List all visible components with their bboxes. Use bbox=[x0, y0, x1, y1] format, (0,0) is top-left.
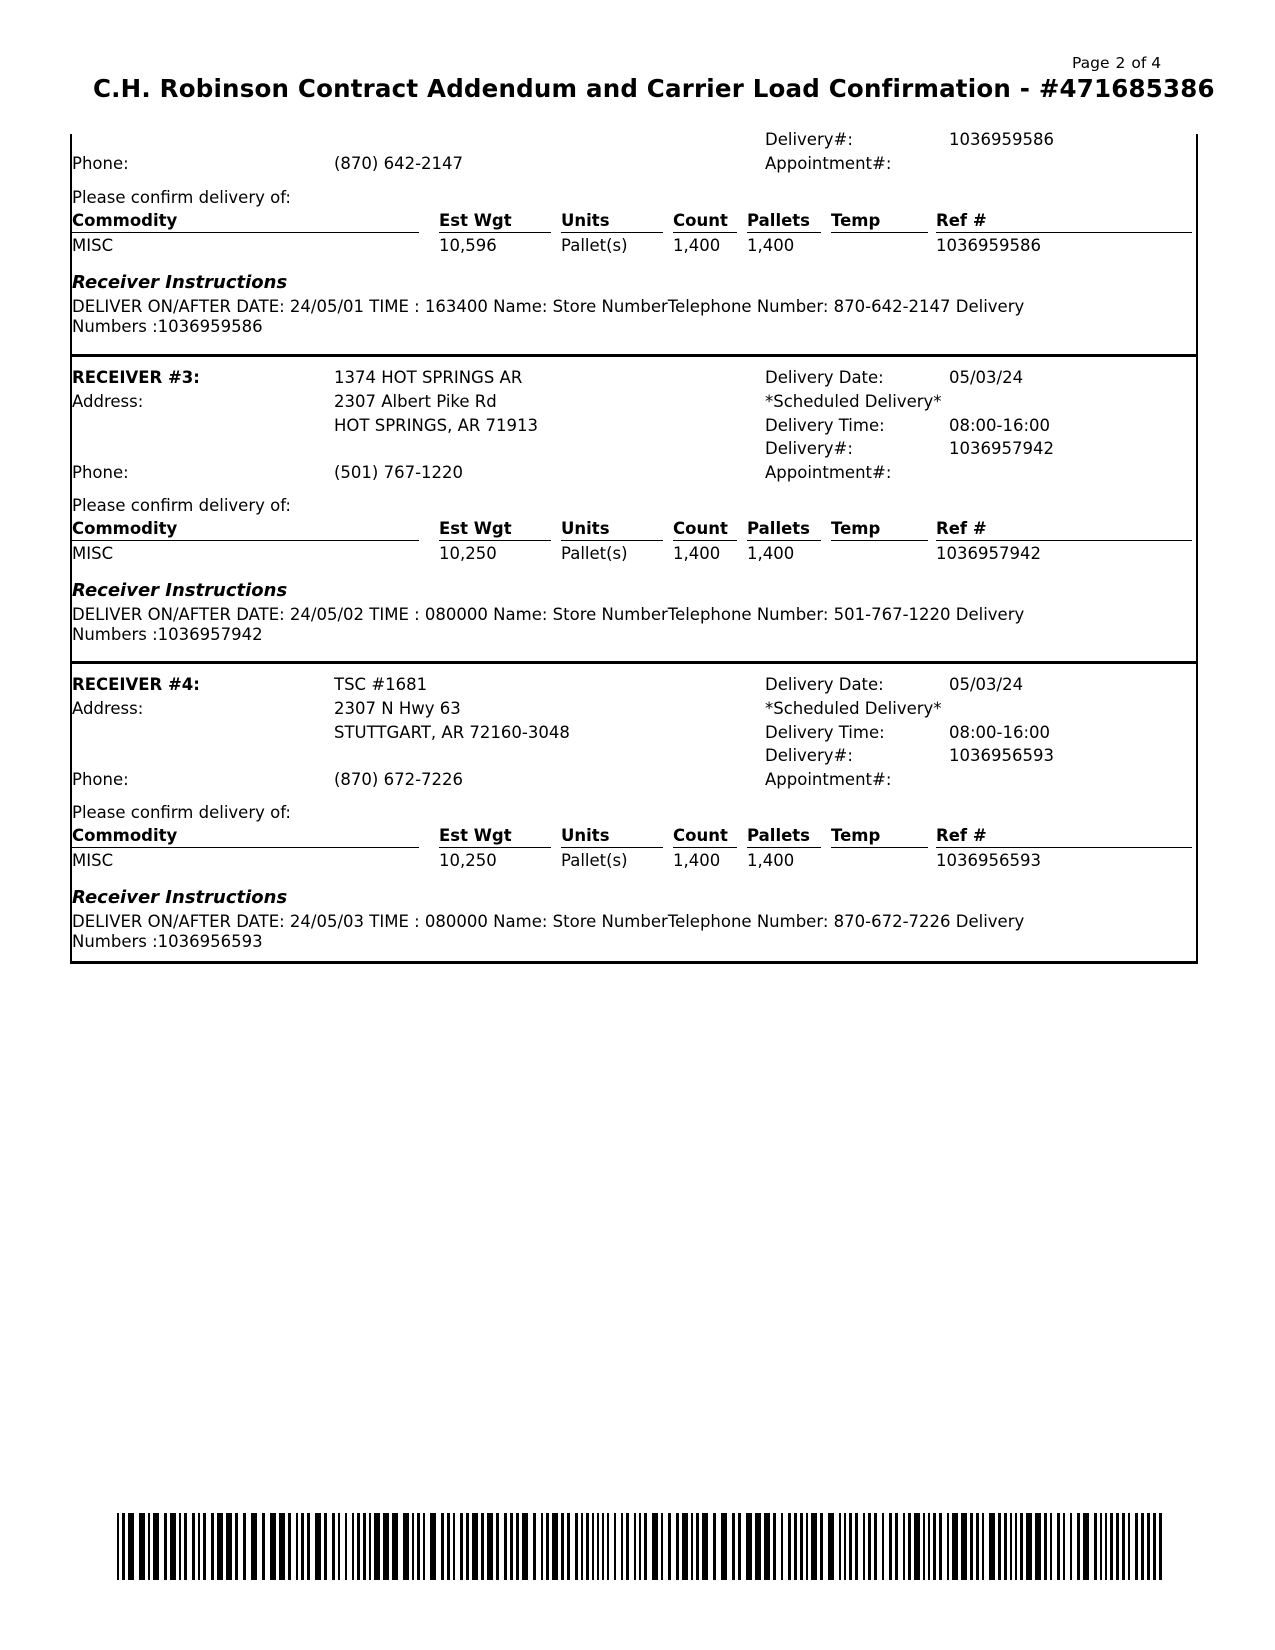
barcode-bar bbox=[139, 1513, 145, 1580]
barcode-bar bbox=[961, 1513, 967, 1580]
barcode-bar bbox=[634, 1513, 636, 1580]
barcode-bar bbox=[1035, 1513, 1041, 1580]
barcode-bar bbox=[1147, 1513, 1150, 1580]
barcode-bar bbox=[1057, 1513, 1060, 1580]
barcode-bar bbox=[820, 1513, 823, 1580]
barcode-bar bbox=[952, 1513, 958, 1580]
r3-col-count: Count bbox=[673, 519, 737, 541]
barcode-bar bbox=[441, 1513, 444, 1580]
r3-instructions-heading: Receiver Instructions bbox=[72, 580, 288, 601]
document-title: C.H. Robinson Contract Addendum and Carrier Load Confirmation - #471685386 bbox=[93, 74, 1215, 103]
barcode-bar bbox=[1135, 1513, 1138, 1580]
r3-scheduled: *Scheduled Delivery* bbox=[765, 392, 942, 411]
barcode-bar bbox=[203, 1513, 206, 1580]
barcode-bar bbox=[1128, 1513, 1130, 1580]
barcode-bar bbox=[575, 1513, 578, 1580]
barcode-bar bbox=[533, 1513, 536, 1580]
r3-address2: HOT SPRINGS, AR 71913 bbox=[334, 416, 539, 435]
barcode-bar bbox=[597, 1513, 599, 1580]
barcode-bar bbox=[903, 1513, 905, 1580]
barcode-bar bbox=[184, 1513, 187, 1580]
barcode-bar bbox=[226, 1513, 232, 1580]
barcode-bar bbox=[621, 1513, 623, 1580]
barcode-bar bbox=[128, 1513, 134, 1580]
barcode-bar bbox=[923, 1513, 925, 1580]
r2-col-commodity: Commodity bbox=[72, 211, 419, 233]
r4-instructions-line1: DELIVER ON/AFTER DATE: 24/05/03 TIME : 080000 Name: Store NumberTelephone Number: 870-672-7226 Delivery bbox=[72, 912, 1025, 931]
r4-instructions-heading: Receiver Instructions bbox=[72, 887, 288, 908]
barcode-bar bbox=[332, 1513, 335, 1580]
barcode-bar bbox=[324, 1513, 327, 1580]
r2-count: 1,400 bbox=[673, 236, 721, 255]
barcode-bar bbox=[211, 1513, 214, 1580]
barcode-bar bbox=[702, 1513, 708, 1580]
barcode-bar bbox=[301, 1513, 304, 1580]
r4-ref: 1036956593 bbox=[936, 851, 1041, 870]
r2-appointment-label: Appointment#: bbox=[765, 154, 892, 173]
r3-instructions-line1: DELIVER ON/AFTER DATE: 24/05/02 TIME : 080000 Name: Store NumberTelephone Number: 501-767-1220 Delivery bbox=[72, 605, 1025, 624]
barcode-bar bbox=[170, 1513, 176, 1580]
barcode-bar bbox=[412, 1513, 414, 1580]
barcode-bar bbox=[338, 1513, 340, 1580]
barcode-bar bbox=[363, 1513, 366, 1580]
r2-commodity: MISC bbox=[72, 236, 114, 255]
page-label: Page bbox=[1072, 54, 1110, 72]
barcode-bar bbox=[504, 1513, 507, 1580]
barcode-bar bbox=[1122, 1513, 1125, 1580]
barcode-bar bbox=[122, 1513, 125, 1580]
barcode-bar bbox=[541, 1513, 543, 1580]
r3-ref: 1036957942 bbox=[936, 544, 1041, 563]
barcode-bar bbox=[217, 1513, 223, 1580]
barcode-bar bbox=[928, 1513, 930, 1580]
barcode-bar bbox=[989, 1513, 995, 1580]
barcode-bar bbox=[1094, 1513, 1097, 1580]
barcode-bar bbox=[607, 1513, 609, 1580]
r2-col-pallets: Pallets bbox=[747, 211, 821, 233]
barcode-bar bbox=[914, 1513, 920, 1580]
barcode-bar bbox=[546, 1513, 549, 1580]
barcode-bar bbox=[315, 1513, 321, 1580]
barcode-bar bbox=[296, 1513, 298, 1580]
barcode-bar bbox=[567, 1513, 570, 1580]
r3-col-temp: Temp bbox=[831, 519, 928, 541]
r4-name: TSC #1681 bbox=[334, 675, 428, 694]
barcode-bar bbox=[828, 1513, 834, 1580]
page-total: of 4 bbox=[1131, 54, 1162, 72]
barcode-bar bbox=[696, 1513, 699, 1580]
r4-est-wgt: 10,250 bbox=[439, 851, 497, 870]
r3-address1: 2307 Albert Pike Rd bbox=[334, 392, 497, 411]
r2-units: Pallet(s) bbox=[561, 236, 628, 255]
barcode-bar bbox=[970, 1513, 973, 1580]
barcode-bar bbox=[581, 1513, 583, 1580]
barcode-bar bbox=[639, 1513, 641, 1580]
barcode-bar bbox=[998, 1513, 1001, 1580]
barcode-bar bbox=[417, 1513, 420, 1580]
r4-scheduled: *Scheduled Delivery* bbox=[765, 699, 942, 718]
r2-delivery-num: 1036959586 bbox=[949, 130, 1054, 149]
r2-phone: (870) 642-2147 bbox=[334, 154, 464, 173]
r4-delivery-time-label: Delivery Time: bbox=[765, 723, 885, 742]
r3-est-wgt: 10,250 bbox=[439, 544, 497, 563]
r4-confirm-label: Please confirm delivery of: bbox=[72, 803, 291, 822]
r2-col-ref: Ref # bbox=[936, 211, 1192, 233]
barcode-bar bbox=[1159, 1513, 1162, 1580]
barcode-bar bbox=[764, 1513, 770, 1580]
barcode-bar bbox=[773, 1513, 776, 1580]
r4-pallets: 1,400 bbox=[747, 851, 795, 870]
barcode-bar bbox=[1153, 1513, 1156, 1580]
r3-phone-label: Phone: bbox=[72, 463, 129, 482]
barcode-bar bbox=[806, 1513, 808, 1580]
r4-appointment-label: Appointment#: bbox=[765, 770, 892, 789]
barcode-bar bbox=[895, 1513, 898, 1580]
barcode-icon bbox=[117, 1513, 1165, 1580]
barcode-bar bbox=[472, 1513, 478, 1580]
barcode-bar bbox=[270, 1513, 276, 1580]
barcode-bar bbox=[800, 1513, 803, 1580]
barcode-bar bbox=[691, 1513, 693, 1580]
r3-phone: (501) 767-1220 bbox=[334, 463, 464, 482]
barcode-bar bbox=[933, 1513, 936, 1580]
r3-delivery-num-label: Delivery#: bbox=[765, 439, 853, 458]
r3-pallets: 1,400 bbox=[747, 544, 795, 563]
barcode-bar bbox=[1050, 1513, 1052, 1580]
barcode-bar bbox=[1026, 1513, 1032, 1580]
r2-phone-label: Phone: bbox=[72, 154, 129, 173]
barcode-bar bbox=[164, 1513, 167, 1580]
r3-col-est-wgt: Est Wgt bbox=[439, 519, 551, 541]
barcode-bar bbox=[1044, 1513, 1047, 1580]
section-divider bbox=[72, 354, 1196, 357]
r2-col-units: Units bbox=[561, 211, 663, 233]
barcode-bar bbox=[403, 1513, 409, 1580]
barcode-bar bbox=[369, 1513, 371, 1580]
r3-col-units: Units bbox=[561, 519, 663, 541]
barcode-bar bbox=[117, 1513, 119, 1580]
r4-address1: 2307 N Hwy 63 bbox=[334, 699, 461, 718]
barcode-bar bbox=[148, 1513, 150, 1580]
barcode-bar bbox=[516, 1513, 519, 1580]
barcode-bar bbox=[1105, 1513, 1107, 1580]
barcode-bar bbox=[781, 1513, 783, 1580]
barcode-bar bbox=[487, 1513, 493, 1580]
r4-label: RECEIVER #4: bbox=[72, 675, 200, 694]
barcode-bar bbox=[430, 1513, 436, 1580]
barcode-bar bbox=[908, 1513, 911, 1580]
barcode-bar bbox=[460, 1513, 463, 1580]
r2-col-temp: Temp bbox=[831, 211, 928, 233]
r4-col-pallets: Pallets bbox=[747, 826, 821, 848]
barcode-bar bbox=[179, 1513, 181, 1580]
barcode-bar bbox=[586, 1513, 589, 1580]
barcode-bar bbox=[746, 1513, 752, 1580]
r2-col-count: Count bbox=[673, 211, 737, 233]
receivers-frame bbox=[70, 130, 1198, 964]
page-current: 2 bbox=[1115, 54, 1126, 72]
r3-label: RECEIVER #3: bbox=[72, 368, 200, 387]
r4-delivery-num-label: Delivery#: bbox=[765, 746, 853, 765]
barcode-bar bbox=[614, 1513, 616, 1580]
barcode-bar bbox=[676, 1513, 679, 1580]
barcode-bar bbox=[352, 1513, 354, 1580]
r4-delivery-time: 08:00-16:00 bbox=[949, 723, 1051, 742]
barcode-bar bbox=[682, 1513, 688, 1580]
barcode-bar bbox=[811, 1513, 817, 1580]
r4-phone: (870) 672-7226 bbox=[334, 770, 464, 789]
barcode-bar bbox=[243, 1513, 246, 1580]
barcode-bar bbox=[552, 1513, 558, 1580]
r2-instructions-heading: Receiver Instructions bbox=[72, 272, 288, 293]
barcode-bar bbox=[453, 1513, 455, 1580]
r3-count: 1,400 bbox=[673, 544, 721, 563]
r3-units: Pallet(s) bbox=[561, 544, 628, 563]
r3-delivery-num: 1036957942 bbox=[949, 439, 1054, 458]
r3-instructions-line2: Numbers :1036957942 bbox=[72, 625, 263, 644]
barcode-bar bbox=[661, 1513, 663, 1580]
r3-delivery-time-label: Delivery Time: bbox=[765, 416, 885, 435]
barcode-bar bbox=[874, 1513, 877, 1580]
barcode-bar bbox=[262, 1513, 265, 1580]
r4-col-commodity: Commodity bbox=[72, 826, 419, 848]
barcode-bar bbox=[1020, 1513, 1023, 1580]
barcode-bar bbox=[1100, 1513, 1102, 1580]
barcode-bar bbox=[849, 1513, 852, 1580]
barcode-bar bbox=[882, 1513, 884, 1580]
r4-col-ref: Ref # bbox=[936, 826, 1192, 848]
barcode-bar bbox=[510, 1513, 513, 1580]
r4-address-label: Address: bbox=[72, 699, 144, 718]
r4-count: 1,400 bbox=[673, 851, 721, 870]
barcode-bar bbox=[982, 1513, 984, 1580]
barcode-bar bbox=[1015, 1513, 1017, 1580]
barcode-bar bbox=[794, 1513, 797, 1580]
barcode-bar bbox=[1110, 1513, 1113, 1580]
barcode-bar bbox=[592, 1513, 594, 1580]
r4-col-count: Count bbox=[673, 826, 737, 848]
r4-col-est-wgt: Est Wgt bbox=[439, 826, 551, 848]
barcode-bar bbox=[889, 1513, 892, 1580]
barcode-bar bbox=[976, 1513, 979, 1580]
barcode-bar bbox=[626, 1513, 629, 1580]
barcode-bar bbox=[374, 1513, 380, 1580]
barcode-bar bbox=[668, 1513, 671, 1580]
r3-delivery-time: 08:00-16:00 bbox=[949, 416, 1051, 435]
barcode-bar bbox=[855, 1513, 858, 1580]
barcode-bar bbox=[844, 1513, 846, 1580]
r2-confirm-label: Please confirm delivery of: bbox=[72, 188, 291, 207]
barcode-bar bbox=[251, 1513, 257, 1580]
barcode-bar bbox=[788, 1513, 791, 1580]
r2-est-wgt: 10,596 bbox=[439, 236, 497, 255]
barcode-bar bbox=[383, 1513, 389, 1580]
barcode-bar bbox=[481, 1513, 484, 1580]
section-divider bbox=[72, 661, 1196, 664]
barcode-bar bbox=[198, 1513, 200, 1580]
page-number bbox=[1072, 54, 1161, 72]
r3-commodity: MISC bbox=[72, 544, 114, 563]
barcode-bar bbox=[868, 1513, 871, 1580]
r4-address2: STUTTGART, AR 72160-3048 bbox=[334, 723, 570, 742]
barcode-bar bbox=[755, 1513, 761, 1580]
barcode-bar bbox=[839, 1513, 841, 1580]
r2-col-est-wgt: Est Wgt bbox=[439, 211, 551, 233]
barcode-bar bbox=[732, 1513, 735, 1580]
barcode-bar bbox=[1010, 1513, 1012, 1580]
r3-col-ref: Ref # bbox=[936, 519, 1192, 541]
barcode-bar bbox=[602, 1513, 604, 1580]
barcode-bar bbox=[235, 1513, 238, 1580]
r3-address-label: Address: bbox=[72, 392, 144, 411]
barcode-bar bbox=[652, 1513, 658, 1580]
r3-col-commodity: Commodity bbox=[72, 519, 419, 541]
r2-instructions-line2: Numbers :1036959586 bbox=[72, 317, 263, 336]
barcode-bar bbox=[863, 1513, 865, 1580]
r3-confirm-label: Please confirm delivery of: bbox=[72, 496, 291, 515]
barcode-bar bbox=[1141, 1513, 1144, 1580]
r2-ref: 1036959586 bbox=[936, 236, 1041, 255]
barcode-bar bbox=[1004, 1513, 1007, 1580]
barcode-bar bbox=[392, 1513, 398, 1580]
r2-instructions-line1: DELIVER ON/AFTER DATE: 24/05/01 TIME : 163400 Name: Store NumberTelephone Number: 870-642-2147 Delivery bbox=[72, 297, 1025, 316]
barcode-bar bbox=[345, 1513, 347, 1580]
barcode-bar bbox=[496, 1513, 499, 1580]
barcode-bar bbox=[561, 1513, 564, 1580]
barcode-bar bbox=[522, 1513, 528, 1580]
barcode-bar bbox=[447, 1513, 450, 1580]
barcode-bar bbox=[1077, 1513, 1080, 1580]
r4-instructions-line2: Numbers :1036956593 bbox=[72, 932, 263, 951]
barcode-bar bbox=[713, 1513, 716, 1580]
r2-pallets: 1,400 bbox=[747, 236, 795, 255]
r3-appointment-label: Appointment#: bbox=[765, 463, 892, 482]
barcode-bar bbox=[466, 1513, 469, 1580]
r4-col-temp: Temp bbox=[831, 826, 928, 848]
barcode-bar bbox=[307, 1513, 310, 1580]
r4-delivery-num: 1036956593 bbox=[949, 746, 1054, 765]
barcode-bar bbox=[644, 1513, 647, 1580]
barcode-bar bbox=[423, 1513, 425, 1580]
barcode-bar bbox=[288, 1513, 291, 1580]
r3-delivery-date-label: Delivery Date: bbox=[765, 368, 884, 387]
barcode-bar bbox=[192, 1513, 195, 1580]
barcode-bar bbox=[357, 1513, 360, 1580]
barcode-bar bbox=[1083, 1513, 1089, 1580]
r4-units: Pallet(s) bbox=[561, 851, 628, 870]
r4-col-units: Units bbox=[561, 826, 663, 848]
r4-phone-label: Phone: bbox=[72, 770, 129, 789]
r3-col-pallets: Pallets bbox=[747, 519, 821, 541]
r4-delivery-date-label: Delivery Date: bbox=[765, 675, 884, 694]
r4-delivery-date: 05/03/24 bbox=[949, 675, 1024, 694]
r2-delivery-num-label: Delivery#: bbox=[765, 130, 853, 149]
barcode-bar bbox=[947, 1513, 949, 1580]
r3-delivery-date: 05/03/24 bbox=[949, 368, 1024, 387]
barcode-bar bbox=[738, 1513, 741, 1580]
barcode-bar bbox=[721, 1513, 727, 1580]
barcode-bar bbox=[279, 1513, 285, 1580]
barcode-bar bbox=[1070, 1513, 1072, 1580]
r3-name: 1374 HOT SPRINGS AR bbox=[334, 368, 523, 387]
r4-commodity: MISC bbox=[72, 851, 114, 870]
barcode-bar bbox=[939, 1513, 942, 1580]
barcode-bar bbox=[1063, 1513, 1065, 1580]
barcode-bar bbox=[153, 1513, 159, 1580]
barcode-bar bbox=[1116, 1513, 1119, 1580]
